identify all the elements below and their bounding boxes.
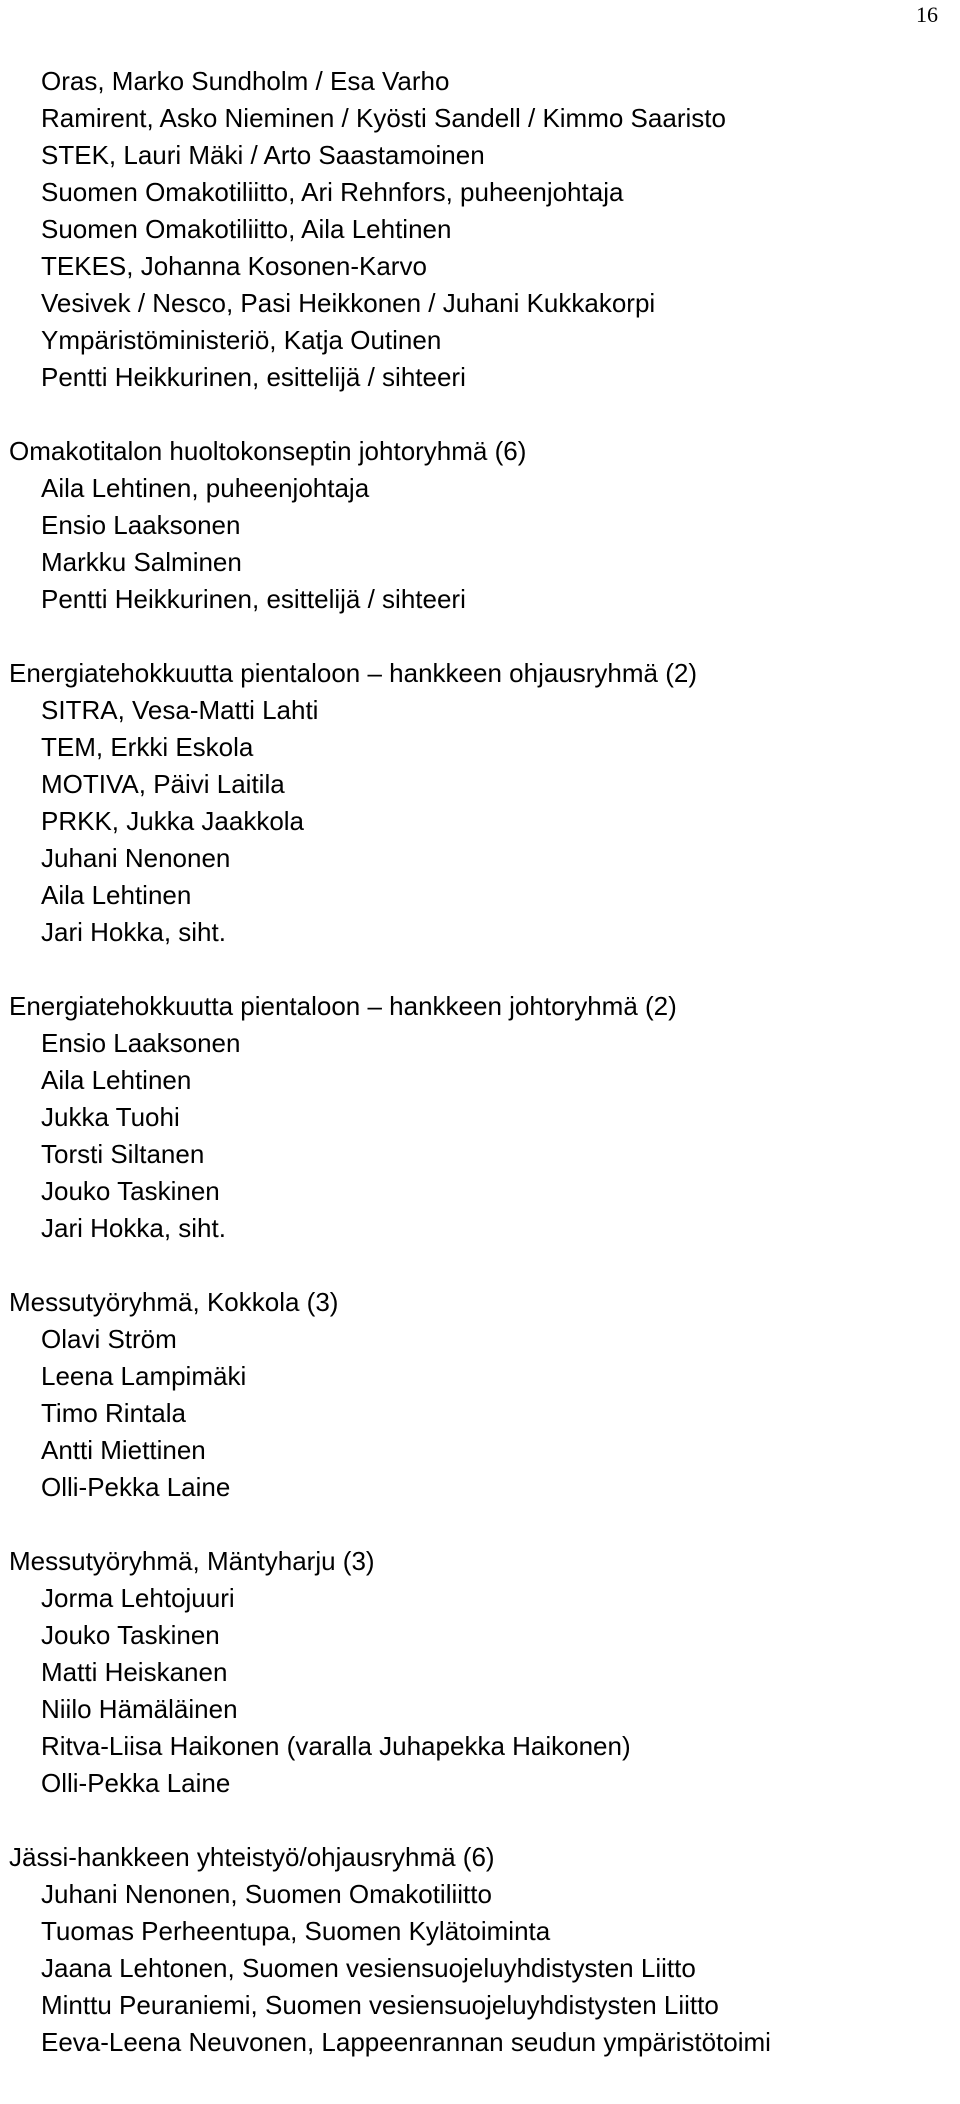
spacer	[9, 951, 954, 988]
page-number: 16	[916, 2, 938, 27]
intro-line: Pentti Heikkurinen, esittelijä / sihteeri	[41, 362, 466, 392]
intro-line: Ympäristöministeriö, Katja Outinen	[41, 325, 442, 355]
group-member: PRKK, Jukka Jaakkola	[41, 806, 305, 836]
intro-line: STEK, Lauri Mäki / Arto Saastamoinen	[41, 140, 485, 170]
spacer	[9, 1506, 954, 1543]
group-member: Olavi Ström	[41, 1324, 177, 1354]
group-member: TEM, Erkki Eskola	[41, 732, 254, 762]
group-huoltokonsepti-johtoryhma	[9, 433, 954, 618]
group-member: Jari Hokka, siht.	[41, 1213, 226, 1243]
group-member: Ritva-Liisa Haikonen (varalla Juhapekka Haikonen)	[41, 1731, 631, 1761]
group-member: Aila Lehtinen	[41, 880, 192, 910]
intro-line: Suomen Omakotiliitto, Ari Rehnfors, puheenjohtaja	[41, 177, 624, 207]
group-title: Messutyöryhmä, Mäntyharju (3)	[9, 1546, 375, 1576]
group-member: Aila Lehtinen	[41, 1065, 192, 1095]
group-member: Olli-Pekka Laine	[41, 1768, 231, 1798]
group-member: Jari Hokka, siht.	[41, 917, 226, 947]
group-member: Juhani Nenonen	[41, 843, 231, 873]
group-title: Energiatehokkuutta pientaloon – hankkeen ohjausryhmä (2)	[9, 658, 698, 688]
group-member: Eeva-Leena Neuvonen, Lappeenrannan seudun ympäristötoimi	[41, 2027, 771, 2057]
group-member: MOTIVA, Päivi Laitila	[41, 769, 285, 799]
group-member: SITRA, Vesa-Matti Lahti	[41, 695, 319, 725]
group-title: Omakotitalon huoltokonseptin johtoryhmä (6)	[9, 436, 527, 466]
group-member: Antti Miettinen	[41, 1435, 206, 1465]
group-jassi-ohjausryhma	[9, 1839, 954, 2061]
intro-member-list	[9, 63, 954, 396]
spacer	[9, 618, 954, 655]
spacer	[9, 1247, 954, 1284]
group-member: Jorma Lehtojuuri	[41, 1583, 235, 1613]
spacer	[9, 1802, 954, 1839]
group-messutyoryhma-kokkola	[9, 1284, 954, 1506]
group-member: Jukka Tuohi	[41, 1102, 180, 1132]
group-member: Torsti Siltanen	[41, 1139, 205, 1169]
group-energiatehokkuus-johtoryhma	[9, 988, 954, 1247]
group-member: Timo Rintala	[41, 1398, 186, 1428]
intro-line: Ramirent, Asko Nieminen / Kyösti Sandell / Kimmo Saaristo	[41, 103, 726, 133]
group-member: Matti Heiskanen	[41, 1657, 228, 1687]
intro-line: Oras, Marko Sundholm / Esa Varho	[41, 66, 450, 96]
intro-line: Vesivek / Nesco, Pasi Heikkonen / Juhani Kukkakorpi	[41, 288, 656, 318]
group-member: Niilo Hämäläinen	[41, 1694, 238, 1724]
intro-line: TEKES, Johanna Kosonen-Karvo	[41, 251, 427, 281]
group-energiatehokkuus-ohjausryhma	[9, 655, 954, 951]
group-member: Ensio Laaksonen	[41, 1028, 241, 1058]
group-title: Energiatehokkuutta pientaloon – hankkeen johtoryhmä (2)	[9, 991, 677, 1021]
intro-line: Suomen Omakotiliitto, Aila Lehtinen	[41, 214, 452, 244]
document-body	[9, 63, 954, 2061]
group-member: Ensio Laaksonen	[41, 510, 241, 540]
group-title: Jässi-hankkeen yhteistyö/ohjausryhmä (6)	[9, 1842, 495, 1872]
group-member: Aila Lehtinen, puheenjohtaja	[41, 473, 370, 503]
spacer	[9, 396, 954, 433]
group-member: Pentti Heikkurinen, esittelijä / sihteeri	[41, 584, 466, 614]
group-member: Jaana Lehtonen, Suomen vesiensuojeluyhdistysten Liitto	[41, 1953, 696, 1983]
group-member: Olli-Pekka Laine	[41, 1472, 231, 1502]
group-member: Tuomas Perheentupa, Suomen Kylätoiminta	[41, 1916, 551, 1946]
group-title: Messutyöryhmä, Kokkola (3)	[9, 1287, 339, 1317]
group-messutyoryhma-mantyharju	[9, 1543, 954, 1802]
group-member: Jouko Taskinen	[41, 1620, 220, 1650]
group-member: Juhani Nenonen, Suomen Omakotiliitto	[41, 1879, 492, 1909]
group-member: Markku Salminen	[41, 547, 242, 577]
group-member: Minttu Peuraniemi, Suomen vesiensuojeluyhdistysten Liitto	[41, 1990, 719, 2020]
group-member: Jouko Taskinen	[41, 1176, 220, 1206]
group-member: Leena Lampimäki	[41, 1361, 247, 1391]
